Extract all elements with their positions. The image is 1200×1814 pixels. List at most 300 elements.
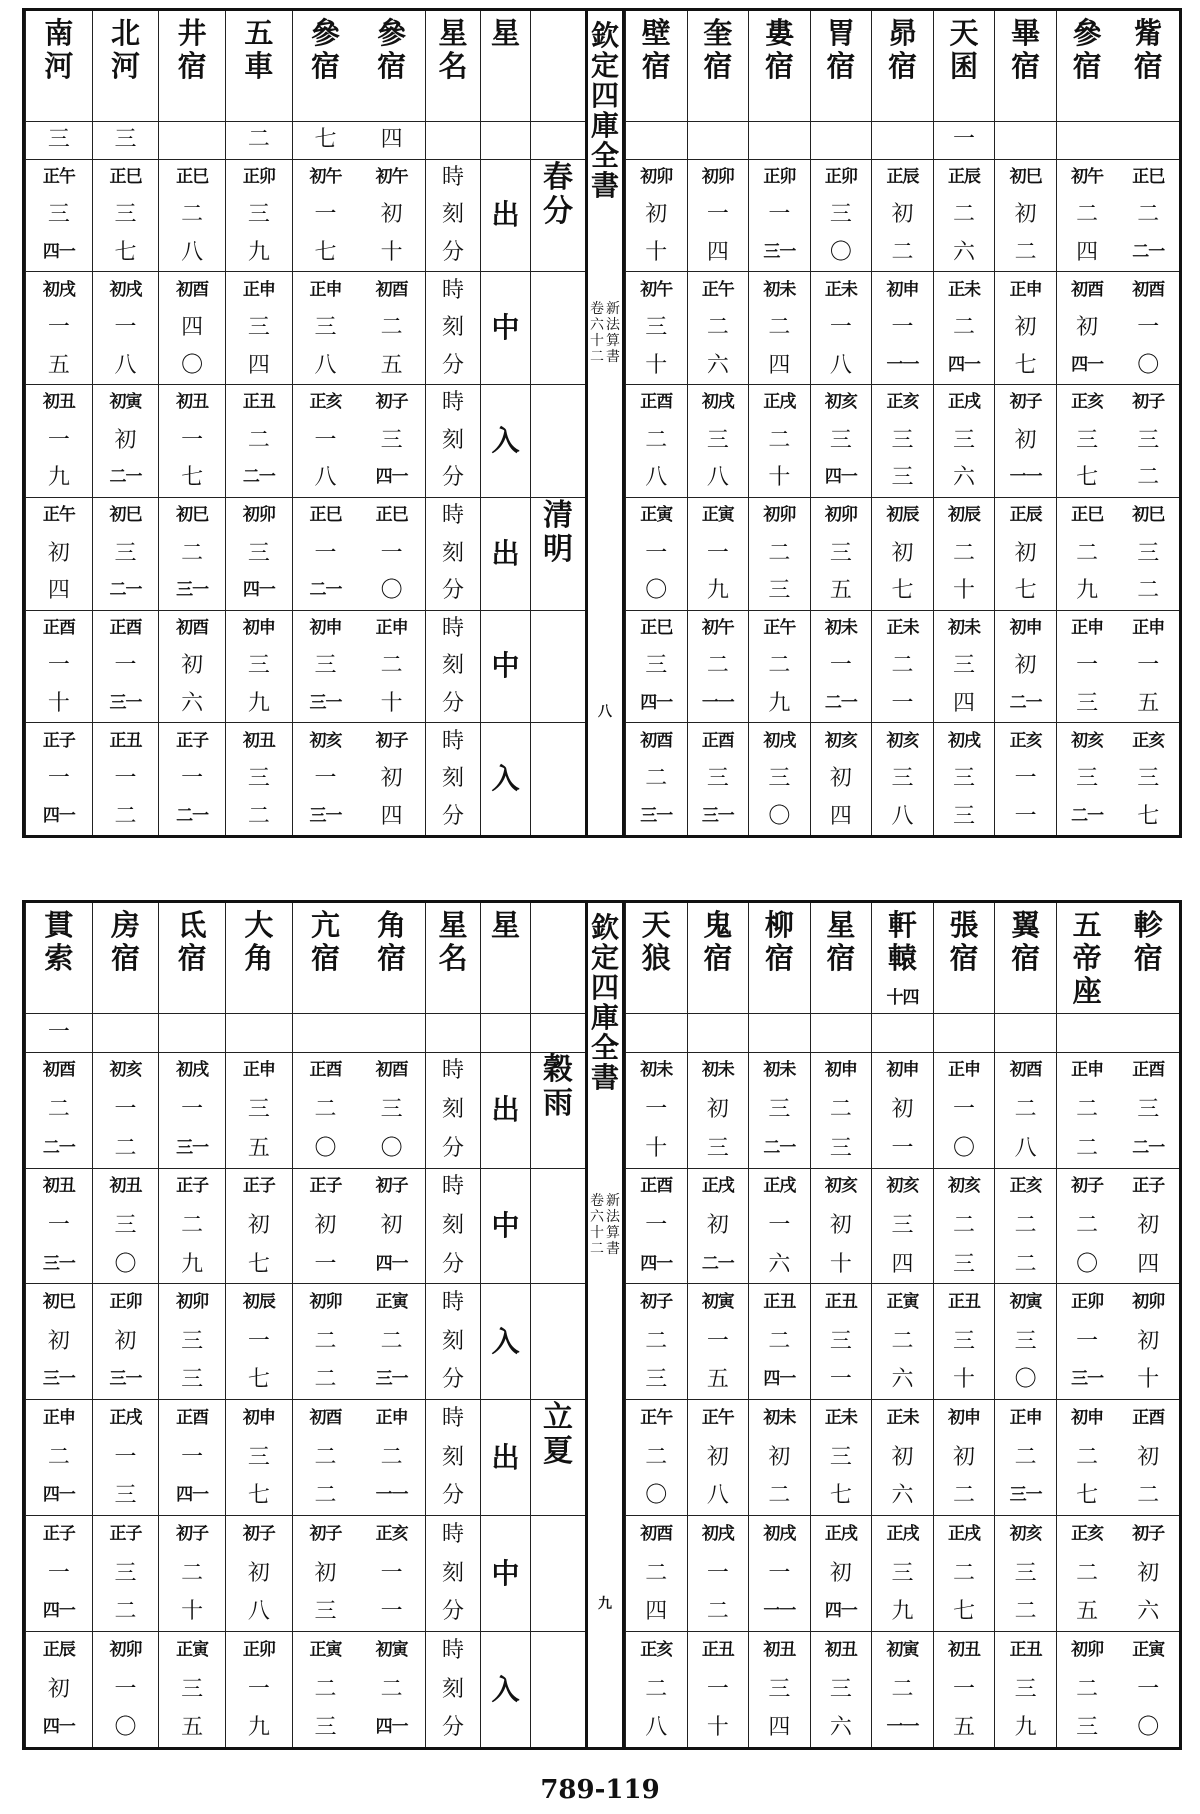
unit-label: 刻: [441, 766, 464, 792]
table-cell: 一: [181, 766, 204, 792]
table-cell: 初: [47, 540, 70, 566]
unit-label: 分: [441, 352, 464, 378]
star-column: [933, 903, 995, 1747]
table-cell: 初: [891, 1097, 914, 1123]
table-cell: [293, 1013, 359, 1052]
solar-term: 穀 雨: [543, 1052, 573, 1121]
table-cell: 三一: [701, 805, 734, 826]
star-name: 奎 宿: [703, 16, 733, 83]
star-name: 參 宿: [1072, 16, 1102, 83]
table-cell: 初寅: [886, 1639, 919, 1660]
table-cell: 一: [645, 1212, 668, 1238]
table-cell: 八: [114, 352, 137, 378]
spine-subtitle-b: 卷 六 十 二: [590, 1193, 604, 1257]
star-name: 參 宿: [310, 16, 340, 83]
table-cell: 初戌: [42, 279, 75, 300]
phase-set: 入: [491, 1324, 520, 1358]
table-cell: 初卯: [1071, 1639, 1104, 1660]
table-cell: 正丑: [109, 730, 142, 751]
table-cell: 三: [314, 1715, 337, 1741]
table-cell: 二: [314, 1328, 337, 1354]
unit-label: 分: [441, 1367, 464, 1393]
star-column: [933, 11, 995, 835]
unit-label: 時: [441, 1637, 464, 1663]
table-cell: 初巳: [109, 505, 142, 526]
table-cell: 〇: [114, 1251, 137, 1277]
table-cell: 一: [953, 127, 976, 153]
row-rule: [625, 497, 1179, 498]
table-cell: [93, 1013, 159, 1052]
table-cell: 〇: [1014, 1367, 1037, 1393]
table-cell: 一: [380, 1560, 403, 1586]
table-cell: 二: [1076, 1560, 1099, 1586]
unit-label: 時: [441, 1522, 464, 1548]
table-cell: 二: [768, 315, 791, 341]
table-cell: 三一: [109, 692, 142, 713]
phase-rise: 出: [491, 1440, 520, 1474]
table-cell: [1117, 121, 1179, 159]
table-cell: 正寅: [375, 1292, 408, 1313]
table-cell: 三: [314, 653, 337, 679]
table-cell: 正卯: [1071, 1292, 1104, 1313]
table-cell: 七: [247, 1367, 270, 1393]
table-cell: 一: [1014, 766, 1037, 792]
table-cell: 〇: [1137, 1715, 1160, 1741]
table-cell: 正卯: [242, 166, 275, 187]
unit-label: 時: [441, 164, 464, 190]
unit-label: 分: [441, 1135, 464, 1161]
table-cell: 二: [380, 1676, 403, 1702]
table-cell: 正酉: [640, 392, 673, 413]
table-cell: 初酉: [640, 1524, 673, 1545]
table-cell: 二: [1014, 1212, 1037, 1238]
table-cell: 初未: [701, 1060, 734, 1081]
table-cell: 一一: [886, 354, 919, 375]
star-name: 鬼 宿: [703, 908, 733, 975]
table-cell: [995, 1013, 1056, 1052]
table-cell: 三一: [309, 805, 342, 826]
table-cell: 正巳: [1071, 505, 1104, 526]
table-cell: 初: [1014, 202, 1037, 228]
table-cell: 三一: [309, 692, 342, 713]
table-cell: 二一: [763, 1137, 796, 1158]
star-column: [358, 903, 425, 1747]
star-name: 張 宿: [949, 908, 979, 975]
row-rule: [625, 1013, 1179, 1014]
table-cell: [1057, 1013, 1118, 1052]
row-rule: [25, 1168, 585, 1169]
table-cell: 一: [953, 1097, 976, 1123]
unit-label: 刻: [441, 1560, 464, 1586]
table-cell: 正酉: [1132, 1060, 1165, 1081]
table-cell: 初子: [375, 1176, 408, 1197]
star-name: 軒 轅: [887, 908, 917, 975]
table-cell: 正辰: [42, 1639, 75, 1660]
table-cell: 十: [706, 1715, 729, 1741]
star-column: [810, 11, 872, 835]
table-cell: 正午: [42, 505, 75, 526]
table-cell: 八: [247, 1599, 270, 1625]
table-cell: 三一: [640, 805, 673, 826]
table-cell: 初: [891, 540, 914, 566]
table-cell: 正申: [1009, 279, 1042, 300]
phase-column: [480, 11, 530, 835]
table-cell: 一: [47, 653, 70, 679]
table-cell: 三: [47, 202, 70, 228]
star-column: [225, 903, 292, 1747]
table-cell: 一: [380, 1599, 403, 1625]
spine-subtitle-b: 卷 六 十 二: [590, 301, 604, 365]
table-cell: 三一: [1071, 1369, 1104, 1390]
table-cell: 二: [1076, 202, 1099, 228]
row-rule: [25, 1515, 585, 1516]
table-cell: 〇: [829, 240, 852, 266]
table-cell: 二: [768, 540, 791, 566]
table-cell: 初子: [1009, 392, 1042, 413]
column-header: 星 名: [438, 908, 468, 975]
table-cell: 一: [314, 427, 337, 453]
unit-label: 刻: [441, 1444, 464, 1470]
table-cell: 正酉: [42, 617, 75, 638]
table-cell: 八: [645, 1715, 668, 1741]
table-cell: 正酉: [640, 1176, 673, 1197]
table-cell: 初酉: [176, 279, 209, 300]
table-cell: 初巳: [1009, 166, 1042, 187]
table-cell: 一一: [763, 1601, 796, 1622]
star-name: 井 宿: [177, 16, 207, 83]
table-cell: 五: [380, 352, 403, 378]
table-cell: 二: [114, 803, 137, 829]
table-cell: 三: [247, 540, 270, 566]
table-cell: 正戌: [948, 1524, 981, 1545]
star-column: [748, 11, 810, 835]
table-cell: 三: [829, 1328, 852, 1354]
table-cell: 一: [114, 766, 137, 792]
row-rule: [25, 1399, 585, 1400]
unit-label: 分: [441, 1715, 464, 1741]
table-cell: 一: [247, 1676, 270, 1702]
table-cell: 初: [829, 1560, 852, 1586]
table-cell: [1057, 121, 1118, 159]
star-name: 北 河: [110, 16, 140, 83]
star-column: [158, 903, 225, 1747]
table-cell: 三: [1076, 1715, 1099, 1741]
star-column: [625, 11, 687, 835]
table-cell: 初亥: [886, 730, 919, 751]
table-cell: 二: [247, 803, 270, 829]
table-cell: 四一: [176, 1485, 209, 1506]
spine-subtitle: [588, 1193, 622, 1257]
table-cell: 三: [891, 1560, 914, 1586]
table-cell: 三: [829, 1135, 852, 1161]
table-cell: 初申: [242, 617, 275, 638]
table-cell: 四一: [763, 1369, 796, 1390]
table-cell: 初申: [824, 1060, 857, 1081]
table-cell: 二: [247, 127, 270, 153]
unit-label: 分: [441, 690, 464, 716]
star-column: [1117, 903, 1179, 1747]
unit-label: 刻: [441, 1676, 464, 1702]
table-cell: 初戌: [763, 1524, 796, 1545]
table-cell: 初戌: [701, 1524, 734, 1545]
table-cell: 二: [1076, 540, 1099, 566]
row-rule: [25, 271, 585, 272]
table-cell: 十: [181, 1599, 204, 1625]
table-cell: 正申: [309, 279, 342, 300]
table-cell: 初子: [640, 1292, 673, 1313]
table-cell: 初亥: [824, 392, 857, 413]
table-cell: 初申: [242, 1408, 275, 1429]
table-cell: 初寅: [1009, 1292, 1042, 1313]
table-cell: 二: [314, 1676, 337, 1702]
star-name: 參 宿: [377, 16, 407, 83]
table-cell: [626, 1013, 687, 1052]
row-rule: [625, 610, 1179, 611]
table-cell: 一: [1137, 653, 1160, 679]
table-cell: 正子: [1132, 1176, 1165, 1197]
table-cell: 三: [953, 1251, 976, 1277]
table-cell: 二: [314, 1483, 337, 1509]
table-cell: 三: [181, 1367, 204, 1393]
table-cell: 正丑: [824, 1292, 857, 1313]
star-column: [25, 11, 92, 835]
table-cell: 〇: [181, 352, 204, 378]
table-cell: 正申: [242, 279, 275, 300]
table-cell: 二: [181, 202, 204, 228]
table-cell: 四: [181, 315, 204, 341]
table-cell: 八: [645, 465, 668, 491]
table-cell: 正午: [640, 1408, 673, 1429]
table-cell: 初寅: [109, 392, 142, 413]
top-left-half: [25, 11, 585, 835]
star-column: [748, 903, 810, 1747]
star-name: 天 狼: [641, 908, 671, 975]
table-cell: 初酉: [42, 1060, 75, 1081]
table-cell: 二: [768, 653, 791, 679]
table-cell: 正酉: [309, 1060, 342, 1081]
table-cell: 正申: [1071, 617, 1104, 638]
table-cell: [226, 1013, 292, 1052]
table-cell: 九: [247, 240, 270, 266]
table-cell: 初未: [640, 1060, 673, 1081]
table-cell: 初: [829, 766, 852, 792]
table-cell: 正子: [309, 1176, 342, 1197]
table-cell: 三: [1076, 766, 1099, 792]
table-cell: 四: [47, 578, 70, 604]
table-cell: 初未: [763, 1060, 796, 1081]
star-column: [687, 903, 749, 1747]
row-rule: [25, 121, 585, 122]
table-cell: 一: [891, 690, 914, 716]
star-name: 五 帝 座: [1072, 908, 1102, 1008]
table-cell: 正午: [763, 617, 796, 638]
table-cell: 一: [47, 1560, 70, 1586]
phase-rise: 出: [491, 1093, 520, 1127]
table-cell: 三一: [176, 1137, 209, 1158]
table-cell: 正巳: [109, 166, 142, 187]
table-cell: 初寅: [701, 1292, 734, 1313]
table-cell: 初午: [309, 166, 342, 187]
table-cell: 一: [114, 1097, 137, 1123]
table-cell: 四一: [640, 692, 673, 713]
table-cell: 四一: [640, 1253, 673, 1274]
table-cell: 二: [953, 1483, 976, 1509]
table-cell: 三: [829, 202, 852, 228]
unit-label: 分: [441, 1483, 464, 1509]
table-cell: 十: [953, 1367, 976, 1393]
table-cell: 二: [1137, 465, 1160, 491]
table-cell: 〇: [645, 578, 668, 604]
table-cell: [749, 121, 810, 159]
table-cell: 一: [1076, 653, 1099, 679]
table-cell: 一: [706, 1560, 729, 1586]
table-cell: 七: [314, 127, 337, 153]
star-column: [92, 11, 159, 835]
table-cell: 正寅: [886, 1292, 919, 1313]
star-name: 貫 索: [44, 908, 74, 975]
table-cell: 一: [114, 1444, 137, 1470]
star-name-note: 十四: [886, 987, 919, 1008]
table-cell: 正子: [42, 730, 75, 751]
table-cell: 八: [1014, 1135, 1037, 1161]
table-cell: 十: [380, 240, 403, 266]
phase-set: 入: [491, 762, 520, 796]
table-cell: 初巳: [1132, 505, 1165, 526]
table-cell: 十: [829, 1251, 852, 1277]
table-cell: [358, 1013, 425, 1052]
table-cell: 二一: [1071, 805, 1104, 826]
table-cell: 一: [47, 766, 70, 792]
table-cell: 二: [706, 315, 729, 341]
table-cell: 正戌: [763, 1176, 796, 1197]
table-cell: 三一: [763, 242, 796, 263]
table-cell: 〇: [380, 578, 403, 604]
table-cell: 初亥: [309, 730, 342, 751]
unit-label: 刻: [441, 315, 464, 341]
table-cell: 十: [380, 690, 403, 716]
table-cell: 六: [1137, 1599, 1160, 1625]
table-cell: 正丑: [1009, 1639, 1042, 1660]
table-cell: 初卯: [824, 505, 857, 526]
phase-culminate: 中: [491, 1208, 520, 1242]
table-cell: 二: [380, 1328, 403, 1354]
table-cell: 七: [891, 578, 914, 604]
star-name: 胃 宿: [826, 16, 856, 83]
table-cell: 正戌: [701, 1176, 734, 1197]
row-rule: [625, 384, 1179, 385]
table-cell: 五: [181, 1715, 204, 1741]
unit-label: 刻: [441, 1097, 464, 1123]
table-cell: 初酉: [375, 279, 408, 300]
table-cell: 八: [829, 352, 852, 378]
star-name: 昴 宿: [887, 16, 917, 83]
table-cell: 正戌: [824, 1524, 857, 1545]
spine-subtitle-a: 新 法 算 書: [606, 1193, 620, 1257]
star-column: [25, 903, 92, 1747]
unit-label: 刻: [441, 1328, 464, 1354]
table-cell: 八: [314, 465, 337, 491]
table-cell: 四: [891, 1251, 914, 1277]
table-cell: 初子: [1132, 392, 1165, 413]
top-right-half: [625, 11, 1179, 835]
table-cell: 正申: [375, 1408, 408, 1429]
unit-label: 分: [441, 803, 464, 829]
star-label: 星: [490, 908, 520, 942]
table-cell: 初巳: [176, 505, 209, 526]
row-rule: [625, 271, 1179, 272]
table-cell: 二一: [1009, 692, 1042, 713]
unit-label: 刻: [441, 653, 464, 679]
table-cell: 二: [953, 540, 976, 566]
phase-culminate: 中: [491, 311, 520, 345]
table-cell: 二一: [242, 467, 275, 488]
table-cell: 七: [1076, 465, 1099, 491]
table-cell: 六: [768, 1251, 791, 1277]
table-cell: 初: [953, 1444, 976, 1470]
table-cell: 四一: [42, 1485, 75, 1506]
table-cell: 三: [1014, 1560, 1037, 1586]
bottom-spine: [585, 903, 625, 1747]
table-cell: 三: [891, 766, 914, 792]
table-cell: 四一: [42, 242, 75, 263]
table-cell: 二: [645, 1444, 668, 1470]
table-cell: 初辰: [242, 1292, 275, 1313]
unit-label: 刻: [441, 1212, 464, 1238]
table-cell: 七: [114, 240, 137, 266]
folio-number: 八: [598, 704, 612, 720]
table-cell: 正戌: [886, 1524, 919, 1545]
table-cell: 九: [247, 1715, 270, 1741]
star-column: [358, 11, 425, 835]
table-cell: 二: [1014, 240, 1037, 266]
table-cell: 初亥: [824, 1176, 857, 1197]
table-cell: [159, 1013, 225, 1052]
table-cell: 二: [891, 240, 914, 266]
table-cell: 三: [706, 1135, 729, 1161]
table-cell: 正申: [1132, 617, 1165, 638]
star-name: 南 河: [44, 16, 74, 83]
unit-label: 分: [441, 1599, 464, 1625]
table-cell: 四一: [375, 1717, 408, 1738]
table-cell: 三: [247, 315, 270, 341]
table-cell: 一: [114, 653, 137, 679]
table-cell: 一: [891, 315, 914, 341]
table-cell: 九: [247, 690, 270, 716]
table-cell: 十: [645, 240, 668, 266]
phase-rise: 出: [491, 198, 520, 232]
table-cell: 初: [1137, 1328, 1160, 1354]
table-cell: 十: [768, 465, 791, 491]
unit-label: 時: [441, 277, 464, 303]
table-cell: 一: [181, 427, 204, 453]
table-cell: 三: [953, 803, 976, 829]
star-column: [1056, 11, 1118, 835]
table-cell: 六: [953, 465, 976, 491]
table-cell: 初子: [1132, 1524, 1165, 1545]
row-rule: [625, 1631, 1179, 1632]
table-cell: 一: [829, 1367, 852, 1393]
table-cell: 三: [829, 1676, 852, 1702]
table-cell: 四: [768, 352, 791, 378]
table-cell: 正寅: [1132, 1639, 1165, 1660]
table-cell: [872, 1013, 933, 1052]
spine-title: 欽 定 四 庫 全 書: [590, 911, 619, 1094]
table-cell: 三一: [1009, 1485, 1042, 1506]
table-cell: 二一: [176, 805, 209, 826]
table-cell: 初子: [375, 730, 408, 751]
unit-label: 時: [441, 503, 464, 529]
table-cell: 二一: [701, 1253, 734, 1274]
